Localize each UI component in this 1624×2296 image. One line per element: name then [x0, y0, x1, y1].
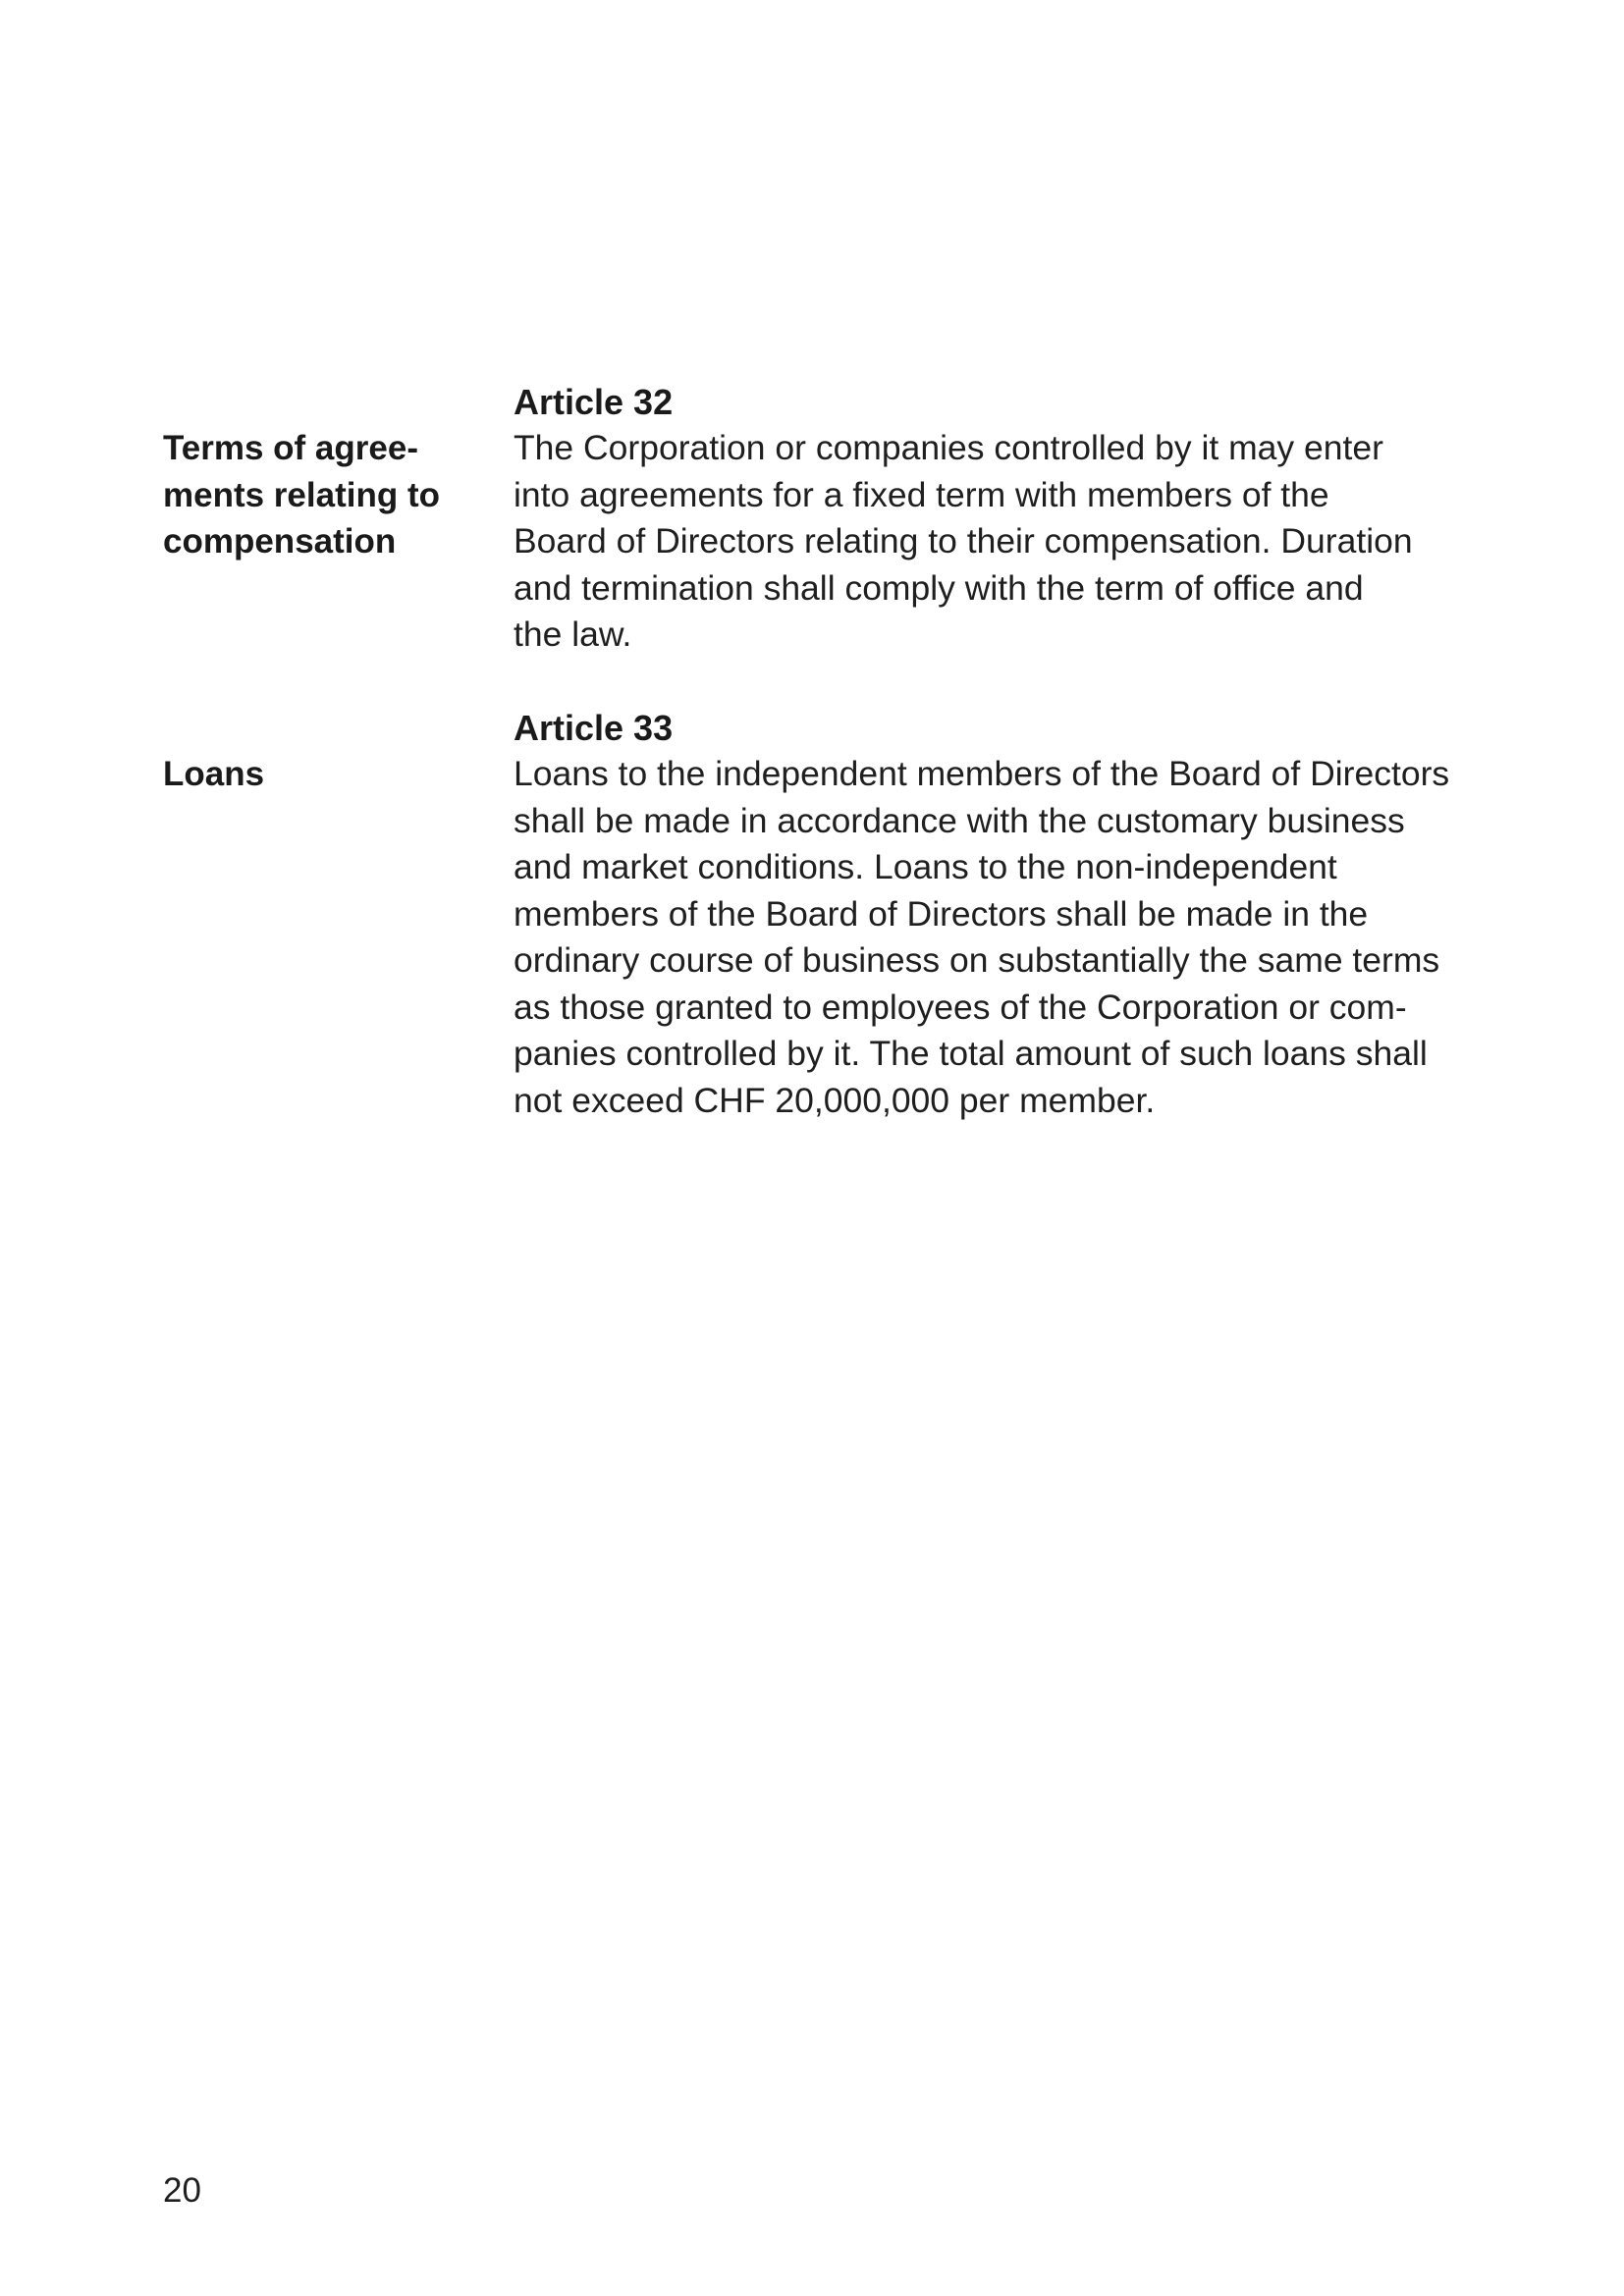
margin-title-line: Terms of agree- [163, 429, 418, 467]
article-heading: Article 33 [514, 708, 674, 748]
article-heading: Article 32 [514, 382, 674, 422]
margin-title [163, 751, 487, 798]
body-line: panies controlled by it. The total amount of such loans shall [514, 1034, 1428, 1073]
body-line: Board of Directors relating to their compensation. Duration [514, 521, 1413, 561]
body-line: and market conditions. Loans to the non-independent [514, 847, 1337, 886]
article-body [514, 751, 1495, 1124]
body-line: ordinary course of business on substantially the same terms [514, 940, 1440, 980]
body-line: shall be made in accordance with the customary business [514, 800, 1405, 840]
margin-title-line: Loans [163, 755, 265, 793]
body-line: Loans to the independent members of the Board of Directors [514, 754, 1450, 793]
body-line: the law. [514, 614, 632, 654]
body-line: into agreements for a fixed term with members of the [514, 474, 1329, 514]
body-line: and termination shall comply with the term of office and [514, 567, 1364, 608]
margin-title-line: compensation [163, 522, 397, 561]
body-line: members of the Board of Directors shall be made in the [514, 893, 1369, 934]
body-line: The Corporation or companies controlled by it may enter [514, 428, 1383, 467]
page-number: 20 [163, 2171, 201, 2210]
margin-title-line: ments relating to [163, 475, 440, 514]
margin-title [163, 425, 487, 565]
body-line: not exceed CHF 20,000,000 per member. [514, 1080, 1156, 1120]
body-line: as those granted to employees of the Corporation or com- [514, 987, 1407, 1027]
article-body [514, 425, 1495, 659]
